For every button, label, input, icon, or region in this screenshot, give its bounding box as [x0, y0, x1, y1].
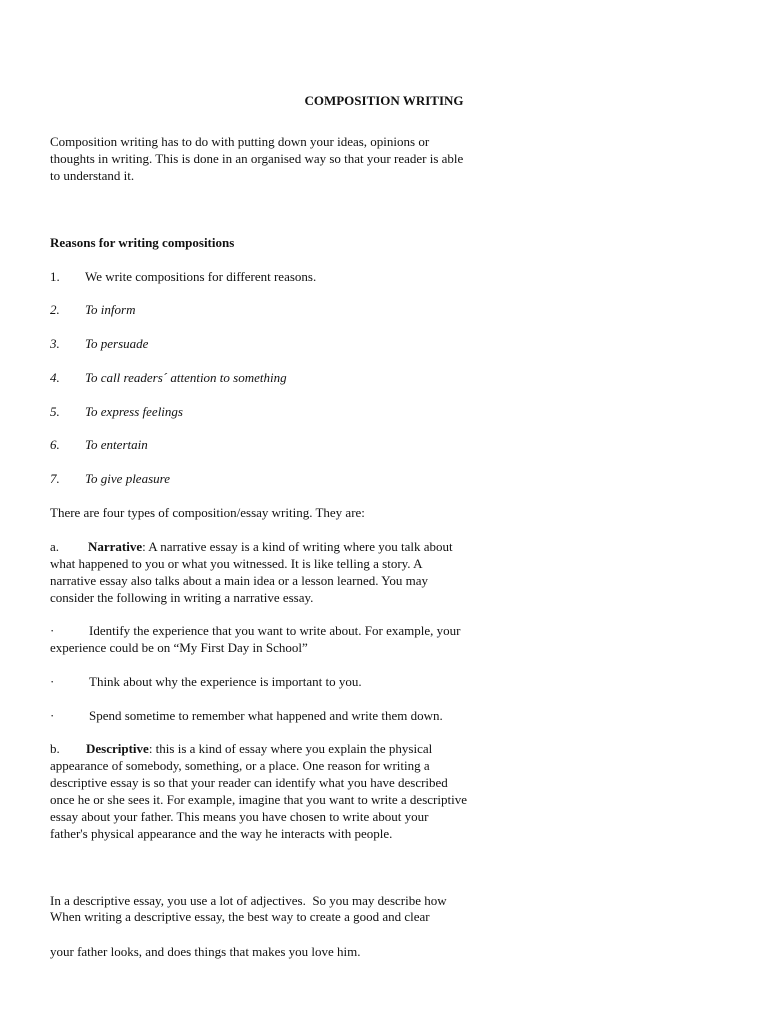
- reason-text: To express feelings: [85, 404, 183, 419]
- reason-item: [50, 436, 148, 453]
- reason-text: To call readers´ attention to something: [85, 370, 287, 385]
- descriptive-line: descriptive essay is so that your reader can identify what you have described: [50, 775, 448, 790]
- descriptive-line: essay about your father. This means you have chosen to write about your: [50, 809, 429, 824]
- reason-number: 1.: [50, 269, 60, 284]
- bullet-marker: ·: [50, 623, 55, 638]
- reason-item: [50, 403, 183, 420]
- bullet-text: Think about why the experience is important to you.: [89, 674, 362, 689]
- reason-number: 5.: [50, 404, 60, 419]
- narrative-label: a.: [50, 539, 60, 554]
- narrative-line: consider the following in writing a narrative essay.: [50, 590, 314, 605]
- intro-line: to understand it.: [50, 168, 135, 183]
- bullet-text: Identify the experience that you want to write about. For example, your: [89, 623, 461, 638]
- narrative-first-text: : A narrative essay is a kind of writing where you talk about: [142, 539, 453, 554]
- reason-item: [50, 470, 170, 487]
- reason-text: To persuade: [85, 336, 149, 351]
- bullet-item: [50, 673, 550, 690]
- reason-text: We write compositions for different reasons.: [85, 269, 317, 284]
- reason-item: [50, 268, 316, 285]
- bullet-item: [50, 707, 550, 724]
- bullet-marker: ·: [50, 708, 55, 723]
- bullet-continuation: experience could be on “My First Day in School”: [50, 640, 308, 655]
- intro-line: Composition writing has to do with putting down your ideas, opinions or: [50, 134, 430, 149]
- descriptive-paragraph: [50, 740, 550, 842]
- types-intro: There are four types of composition/essay writing. They are:: [50, 505, 365, 520]
- reason-number: 3.: [50, 336, 60, 351]
- narrative-line: narrative essay also talks about a main idea or a lesson learned. You may: [50, 573, 428, 588]
- descriptive-line: father's physical appearance and the way he interacts with people.: [50, 826, 393, 841]
- intro-paragraph: [50, 133, 550, 184]
- bullet-item: [50, 622, 550, 656]
- reason-number: 6.: [50, 437, 60, 452]
- descriptive-first-text: : this is a kind of essay where you explain the physical: [148, 741, 433, 756]
- narrative-paragraph: [50, 538, 550, 606]
- closing-line: When writing a descriptive essay, the best way to create a good and clear: [50, 909, 430, 924]
- narrative-line: what happened to you or what you witnessed. It is like telling a story. A: [50, 556, 423, 571]
- descriptive-term: Descriptive: [86, 741, 149, 756]
- descriptive-label: b.: [50, 741, 60, 756]
- reason-item: [50, 369, 287, 386]
- reason-text: To inform: [85, 302, 136, 317]
- reason-text: To entertain: [85, 437, 148, 452]
- bullet-text: Spend sometime to remember what happened and write them down.: [89, 708, 443, 723]
- descriptive-first-line: [50, 740, 550, 757]
- narrative-term: Narrative: [88, 539, 143, 554]
- descriptive-line: once he or she sees it. For example, imagine that you want to write a descriptive: [50, 792, 467, 807]
- narrative-first-line: [50, 538, 550, 555]
- adjectives-paragraph: [50, 858, 550, 994]
- bullet-marker: ·: [50, 674, 55, 689]
- reasons-heading: Reasons for writing compositions: [50, 235, 235, 250]
- reason-item: [50, 301, 135, 318]
- reason-item: [50, 335, 148, 352]
- adjectives-line: In a descriptive essay, you use a lot of adjectives. So you may describe how: [50, 893, 447, 908]
- reason-number: 7.: [50, 471, 60, 486]
- reason-number: 2.: [50, 302, 60, 317]
- intro-line: thoughts in writing. This is done in an organised way so that your reader is able: [50, 151, 464, 166]
- reason-text: To give pleasure: [85, 471, 170, 486]
- reason-number: 4.: [50, 370, 60, 385]
- descriptive-line: appearance of somebody, something, or a place. One reason for writing a: [50, 758, 430, 773]
- document-title: COMPOSITION WRITING: [304, 93, 464, 108]
- adjectives-line: your father looks, and does things that makes you love him.: [50, 944, 361, 959]
